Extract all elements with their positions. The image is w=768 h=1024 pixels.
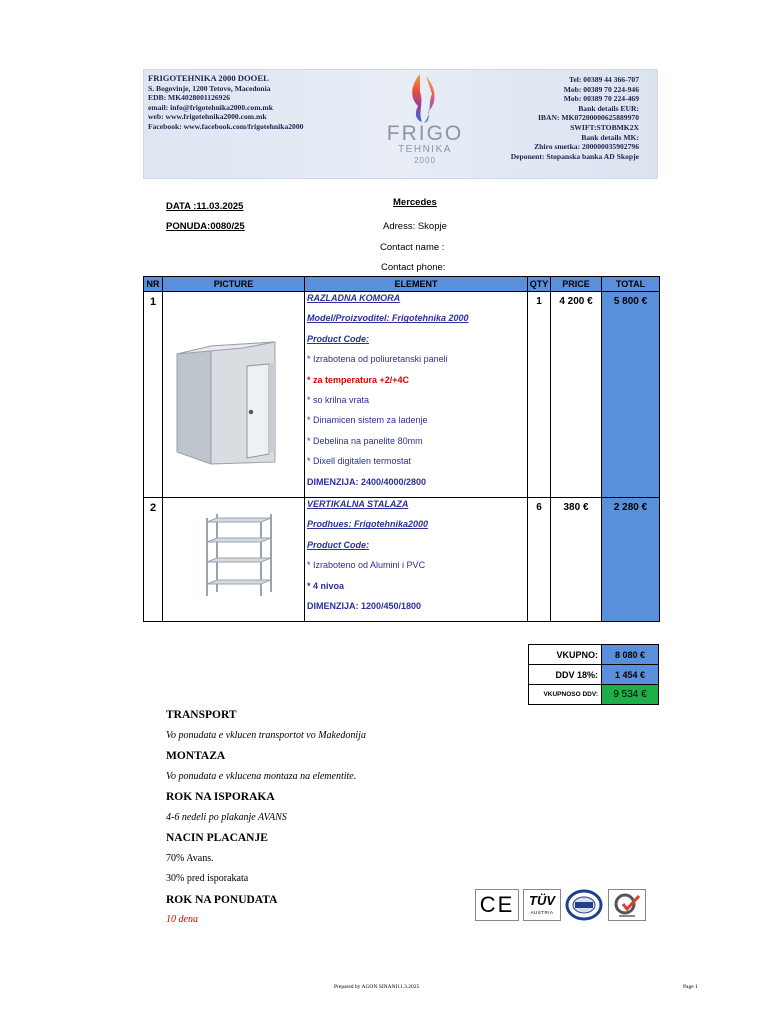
seal-graphic-icon: [565, 889, 603, 921]
row-price: 4 200 €: [551, 292, 602, 498]
tuv-austria-icon: [523, 889, 561, 921]
zhiro: Zhiro smetka: 200000035902796: [534, 142, 639, 152]
element-feature: * so krilna vrata: [307, 394, 370, 405]
table-row: [144, 498, 660, 622]
mob-2: Mob: 00389 70 224-469: [563, 94, 639, 104]
col-qty: QTY: [528, 277, 551, 292]
company-web: web: www.frigotehnika2000.com.mk: [148, 112, 267, 122]
transport-heading: TRANSPORT: [166, 709, 237, 721]
vat-value: 1 454 €: [602, 665, 659, 685]
bank-mk-label: Bank details MK:: [581, 132, 639, 142]
row-nr: 2: [144, 498, 163, 622]
vat-row: [529, 665, 659, 685]
grand-total-value: 9 534 €: [602, 685, 659, 705]
cold-room-icon: [163, 292, 303, 495]
subtotal-label: VKUPNO:: [529, 645, 602, 665]
company-edb: EDB: MK4028001126926: [148, 93, 231, 103]
payment-before-delivery: 30% pred isporakata: [166, 873, 249, 884]
check-mark-certificate-icon: [608, 889, 646, 921]
logo-sub: TEHNIKA: [398, 144, 452, 155]
table-header: [144, 277, 660, 292]
col-picture: PICTURE: [163, 277, 305, 292]
col-element: ELEMENT: [305, 277, 528, 292]
vat-label: DDV 18%:: [529, 665, 602, 685]
col-nr: NR: [144, 277, 163, 292]
element-title: VERTIKALNA STALAZA: [307, 499, 409, 509]
validity-heading: ROK NA PONUDATA: [166, 893, 278, 906]
row-picture: [163, 292, 305, 498]
terms-section: [166, 707, 366, 933]
client-name: Mercedes: [393, 197, 437, 208]
row-qty: 1: [528, 292, 551, 498]
col-total: TOTAL: [602, 277, 660, 292]
company-address: S. Bogovinje, 1200 Tetovo, Macedonia: [148, 83, 271, 93]
payment-heading: NACIN PLACANJE: [166, 832, 268, 844]
letterhead: [143, 69, 658, 179]
element-feature: * 4 nivoa: [307, 580, 345, 591]
element-feature: * Dinamicen sistem za ladenje: [307, 415, 428, 426]
element-code: Product Code:: [307, 539, 369, 550]
client-address: Adress: Skopje: [383, 221, 447, 232]
row-qty: 6: [528, 498, 551, 622]
iban: IBAN: MK07200000625889970: [537, 113, 639, 123]
montaza-text: Vo ponudata e vklucena montaza na elementite.: [166, 770, 357, 782]
company-email: email: info@frigotehnika2000.com.mk: [148, 102, 273, 112]
check-graphic-icon: [609, 890, 645, 920]
company-name: FRIGOTEHNIKA 2000 DOOEL: [148, 73, 269, 83]
montaza-heading: MONTAZA: [166, 750, 226, 762]
transport-text: Vo ponudata e vklucen transportot vo Makedonija: [166, 729, 366, 741]
swift: SWIFT:STOBMK2X: [570, 122, 639, 132]
row-total: 2 280 €: [602, 498, 660, 622]
element-feature: * Izrabotena od poliuretanski paneli: [307, 354, 448, 365]
element-feature: * Izraboteno od Alumini i PVC: [307, 560, 426, 571]
row-element: [305, 292, 528, 498]
offer-date: DATA :11.03.2025: [166, 201, 244, 212]
deponent: Deponent: Stopanska banka AD Skopje: [510, 151, 639, 161]
shelving-rack-icon: [163, 498, 303, 619]
offer-table: [143, 276, 660, 622]
row-picture: [163, 498, 305, 622]
page-number: Page 1: [683, 984, 698, 990]
ce-mark-icon: [475, 889, 519, 921]
col-price: PRICE: [551, 277, 602, 292]
quality-seal-icon: [565, 889, 603, 921]
grand-total-row: [529, 685, 659, 705]
logo-word: FRIGO: [386, 122, 464, 145]
element-dimension: DIMENZIJA: 2400/4000/2800: [307, 476, 427, 487]
contact-name: Contact name :: [380, 242, 445, 253]
mob-1: Mob: 00389 70 224-946: [563, 84, 639, 94]
validity-text: 10 dena: [166, 914, 198, 925]
element-model: Model/Proizvoditel: Frigotehnika 2000: [307, 313, 469, 324]
payment-advance: 70% Avans.: [166, 852, 214, 864]
contact-bank-details: [511, 75, 639, 161]
delivery-heading: ROK NA ISPORAKA: [166, 791, 275, 803]
delivery-text: 4-6 nedeli po plakanje AVANS: [166, 811, 287, 823]
element-feature: * za temperatura +2/+4C: [307, 374, 410, 385]
row-nr: 1: [144, 292, 163, 498]
table-row: [144, 292, 660, 498]
flame-icon: [380, 72, 470, 124]
subtotal-row: [529, 645, 659, 665]
tuv-sub-text: AUSTRIA: [530, 910, 554, 915]
totals-table: [528, 644, 659, 705]
ce-text: CE: [479, 892, 515, 917]
prepared-by: Prepared by AGON SINANI11.3.2025: [334, 984, 420, 990]
bank-eur-label: Bank details EUR:: [578, 103, 639, 113]
element-model: Prodhues: Frigotehnika2000: [307, 519, 429, 530]
grand-total-label: VKUPNOSO DDV:: [529, 685, 602, 705]
subtotal-value: 8 080 €: [602, 645, 659, 665]
row-price: 380 €: [551, 498, 602, 622]
offer-number: PONUDA:0080/25: [166, 221, 245, 232]
company-details: [148, 74, 303, 132]
frigo-logo: [380, 72, 470, 176]
tuv-text: TÜV: [529, 893, 555, 908]
element-title: RAZLADNA KOMORA: [307, 293, 401, 303]
element-feature: * Debelina na panelite 80mm: [307, 435, 423, 446]
row-total: 5 800 €: [602, 292, 660, 498]
row-element: [305, 498, 528, 622]
contact-phone: Contact phone:: [381, 262, 446, 273]
element-code: Product Code:: [307, 333, 369, 344]
element-feature: * Dixell digitalen termostat: [307, 456, 412, 467]
element-dimension: DIMENZIJA: 1200/450/1800: [307, 600, 422, 611]
company-facebook: Facebook: www.facebook.com/frigotehnika2000: [148, 121, 304, 131]
tel: Tel: 00389 44 366-707: [569, 75, 639, 84]
logo-year: 2000: [414, 156, 436, 165]
